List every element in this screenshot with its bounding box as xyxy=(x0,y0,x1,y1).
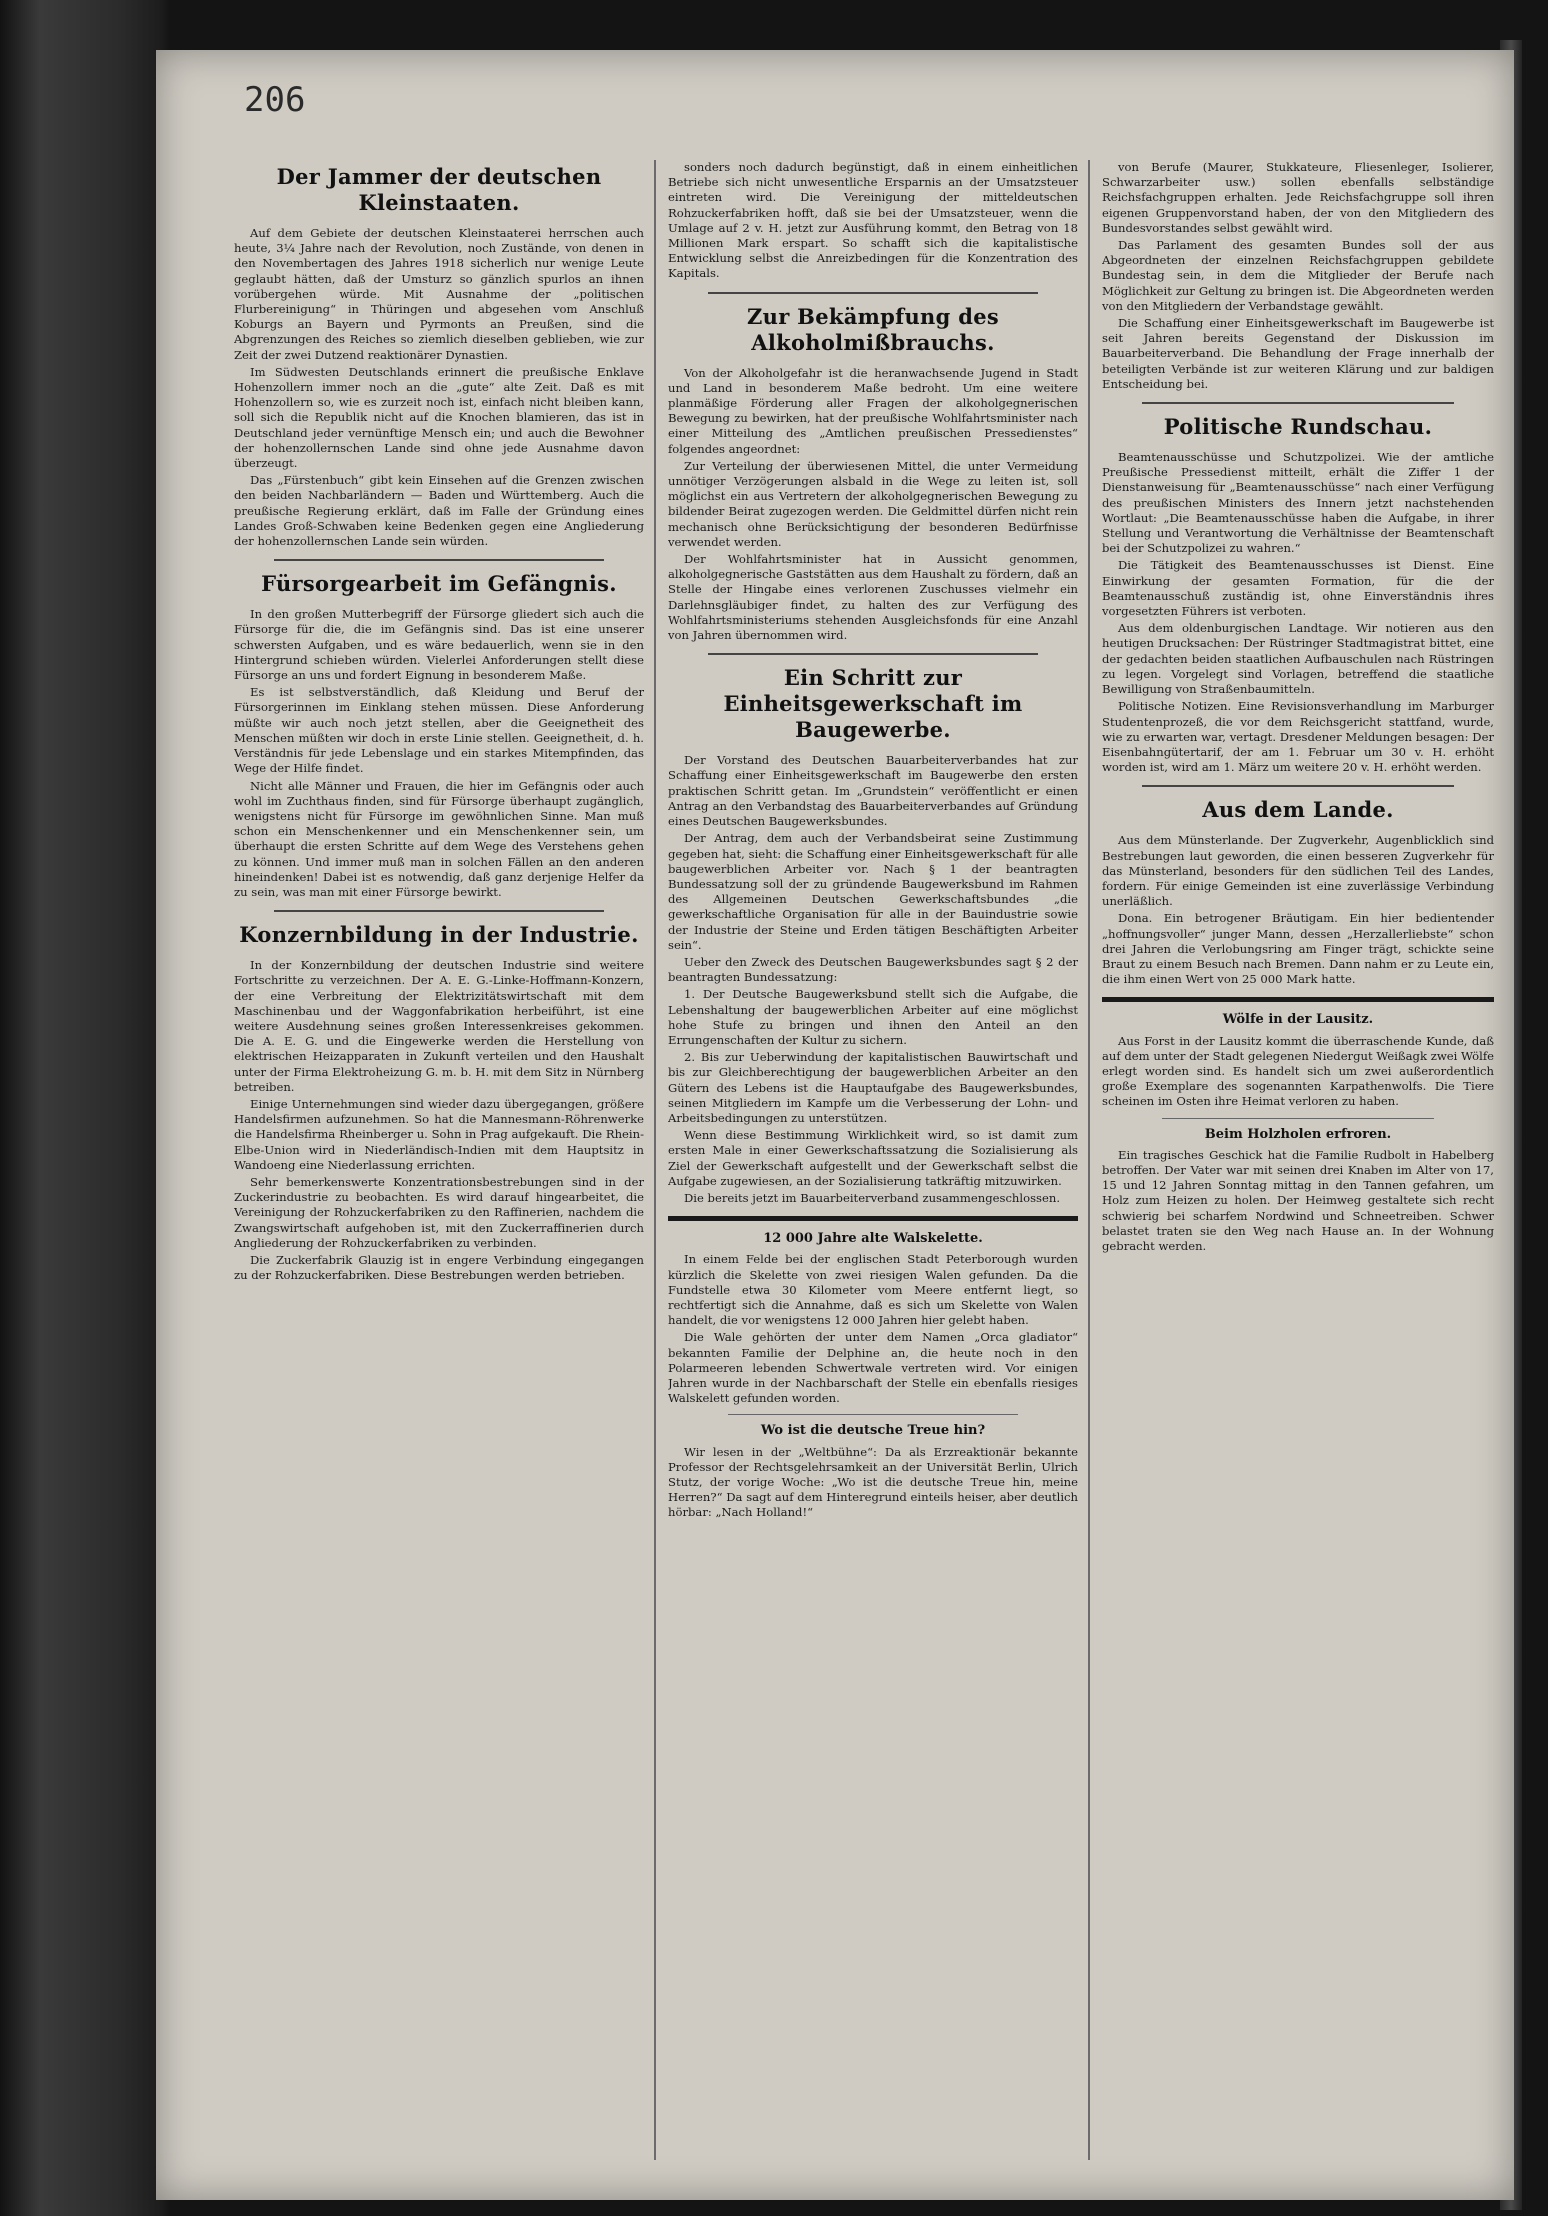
article-title: Fürsorgearbeit im Gefängnis. xyxy=(261,571,617,597)
article-paragraph: Es ist selbstverständlich, daß Kleidung und Beruf der Fürsorgerinnen im Einklang stehen müssen. Diese Anforderung müßte wir auch noch jetzt stellen, aber die Geeignetheit des Menschen müßten wir doch in erste Linie stellen. Geeignetheit, d. h. Verständnis für jede Lebenslage und ein starkes Mitempfinden, das Wege der Hilfe findet. xyxy=(234,685,644,776)
article-paragraph: Sehr bemerkenswerte Konzentrationsbestrebungen sind in der Zuckerindustrie zu beobachten. Es wird darauf hingearbeitet, die Vereinigung der Rohzuckerfabriken zu den Raffinerien, nachdem die Zwangswirtschaft aufgehoben ist, mit den Zuckerraffinerien durch Angliederung der Rohzuckerfabriken zu verbinden. xyxy=(234,1174,644,1250)
article-paragraph: Aus dem Münsterlande. Der Zugverkehr, Augenblicklich sind Bestrebungen laut geworden, die einen besseren Zugverkehr für das Münsterland, besonders für den südlichen Teil des Landes, fordern. Für einige Gemeinden ist eine zuverlässige Verbindung unerläßlich. xyxy=(1102,833,1494,909)
divider xyxy=(274,559,604,561)
column-left xyxy=(234,160,644,2170)
article-paragraph: Die Schaffung einer Einheitsgewerkschaft im Baugewerbe ist seit Jahren bereits Gegenstand der Diskussion im Bauarbeiterverband. Die Behandlung der Frage innerhalb der beteiligten Verbände ist zur weiteren Klärung und zur baldigen Entscheidung bei. xyxy=(1102,316,1494,391)
article-title: Ein Schritt zur Einheitsgewerkschaft im Baugewerbe. xyxy=(723,665,1023,743)
article-paragraph: Auf dem Gebiete der deutschen Kleinstaaterei herrschen auch heute, 3¼ Jahre nach der Revolution, noch Zustände, von denen in den Novembertagen des Jahres 1918 sicherlich nur wenige Leute geglaubt hätten, daß der Umsturz so gänzlich spurlos an ihnen vorübergehen würde. Mit Ausnahme der „politischen Flurbereinigung“ in Thüringen und abgesehen vom Anschluß Koburgs an Bayern und Pyrmonts an Preußen, sind die Abgrenzungen des Reiches so ziemlich dieselben geblieben, wie zur Zeit der zwei Dutzend reaktionärer Dynastien. xyxy=(234,226,644,362)
article-title: Beim Holzholen erfroren. xyxy=(1204,1126,1392,1142)
article-paragraph: 2. Bis zur Ueberwindung der kapitalistischen Bauwirtschaft und bis zur Gleichberechtigung der baugewerblichen Arbeiter an den Gütern des Lebens ist die Hauptaufgabe des Baugewerksbundes, seinen Mitgliedern im Kampfe um die Verbesserung der Lohn- und Arbeitsbedingungen zu unterstützen. xyxy=(668,1050,1078,1125)
article-title: Konzernbildung in der Industrie. xyxy=(239,922,639,948)
article-title: Der Jammer der deutschen Kleinstaaten. xyxy=(276,164,602,215)
newspaper-page xyxy=(156,50,1514,2200)
article-paragraph: Die Wale gehörten der unter dem Namen „Orca gladiator“ bekannten Familie der Delphine an, die heute noch in den Polarmeeren lebenden Schwertwale vertreten wird. Vor einigen Jahren wurde in der Nachbarschaft der Stelle ein ebenfalls riesiges Walskelett gefunden worden. xyxy=(668,1330,1078,1406)
article-title: Zur Bekämpfung des Alkoholmißbrauchs. xyxy=(747,303,999,355)
article-paragraph: Von der Alkoholgefahr ist die heranwachsende Jugend in Stadt und Land in besonderem Maße bedroht. Um eine weitere planmäßige Förderung aller Fragen der alkoholgegnerischen Bewegung zu bewirken, hat der preußische Wohlfahrtsminister nach einer Mitteilung des „Amtlichen preußischen Pressedienstes“ folgendes angeordnet: xyxy=(668,365,1078,456)
article-paragraph: Die Tätigkeit des Beamtenausschusses ist Dienst. Eine Einwirkung der gesamten Formation, für die der Beamtenausschuß zuständig ist, ohne Einverständnis ihres vorgesetzten Führers ist verboten. xyxy=(1102,558,1494,619)
article-paragraph: Die bereits jetzt im Bauarbeiterverband zusammengeschlossen. xyxy=(684,1190,1061,1205)
article-paragraph: Wir lesen in der „Weltbühne“: Da als Erzreaktionär bekannte Professor der Rechtsgelehrsamkeit an der Universität Berlin, Ulrich Stutz, der vorige Woche: „Wo ist die deutsche Treue hin, meine Herren?“ Da sagt auf dem Hinteregrund einteils heiser, aber deutlich hörbar: „Nach Holland!“ xyxy=(668,1444,1078,1520)
article-paragraph: Der Wohlfahrtsminister hat in Aussicht genommen, alkoholgegnerische Gaststätten aus dem Haushalt zu fördern, daß an Stelle der Hingabe eines verlorenen Zuschusses vielmehr ein Darlehnsgläubiger findet, zu halten des zur Verfügung des Wohlfahrtsministeriums stehenden Ausgleichsfonds für eine Anzahl von Jahren übernommen wird. xyxy=(668,552,1078,643)
article-paragraph: Beamtenausschüsse und Schutzpolizei. Wie der amtliche Preußische Pressedienst mitteilt, erhält die Ziffer 1 der Dienstanweisung für „Beamtenausschüsse“ nach einer Verfügung des preußischen Ministers des Innern jetzt nachstehenden Wortlaut: „Die Beamtenausschüsse haben die Aufgabe, in ihrer Stellung und Verantwortung die Verhältnisse der Beamtenschaft bei der Schutzpolizei zu wahren.“ xyxy=(1102,450,1494,556)
article-title: 12 000 Jahre alte Walskelette. xyxy=(763,1231,983,1247)
article-paragraph: Nicht alle Männer und Frauen, die hier im Gefängnis oder auch wohl im Zuchthaus finden, sind für Fürsorge überhaupt zugänglich, wenigstens nicht für Fürsorge im gewöhnlichen Sinne. Man muß schon ein Menschenkenner und ein Menschenkenner sein, um überhaupt die ersten Schritte auf dem Wege des Verstehens gehen zu können. Und immer muß man in solchen Fällen an den anderen hineindenken! Dabei ist es notwendig, daß ganz derjenige Helfer da zu sein, was man mit einer Fürsorge bewirkt. xyxy=(234,778,644,899)
article-paragraph: Dona. Ein betrogener Bräutigam. Ein hier bedientender „hoffnungsvoller“ junger Mann, dessen „Herzallerliebste“ schon drei Jahren die Verlobungsring am Finger trägt, schickte seine Braut zu einem Besuch nach Bremen. Dann nahm er zu Leute ein, die ihm einen Wert von 25 000 Mark hatte. xyxy=(1102,911,1494,987)
article-paragraph: Der Antrag, dem auch der Verbandsbeirat seine Zustimmung gegeben hat, sieht: die Schaffung einer Einheitsgewerkschaft für alle baugewerblichen Arbeiter vor. Nach § 1 der beantragten Bundessatzung soll der zu gründende Baugewerksbund im Rahmen des Allgemeinen Deutschen Gewerkschaftsbundes „die gewerkschaftliche Organisation für alle in der Bauindustrie sowie der Industrie der Steine und Erden tätigen Beschäftigten Arbeiter sein“. xyxy=(668,831,1078,952)
article-paragraph: Aus Forst in der Lausitz kommt die überraschende Kunde, daß auf dem unter der Stadt gelegenen Niedergut Weißagk zwei Wölfe erlegt worden sind. Es handelt sich um zwei außerordentlich große Exemplare des sogenannten Karpathenwolfs. Die Tiere scheinen im Osten ihre Heimat verloren zu haben. xyxy=(1102,1033,1494,1109)
article-title: Wo ist die deutsche Treue hin? xyxy=(760,1423,986,1439)
article-paragraph: Politische Notizen. Eine Revisionsverhandlung im Marburger Studentenprozeß, die vor dem Reichsgericht stattfand, wurde, wie zu erwarten war, vertagt. Dresdener Meldungen besagen: Der Eisenbahngütertarif, der am 1. Februar um 30 v. H. erhöht worden ist, wird am 1. März um weitere 20 v. H. erhöht werden. xyxy=(1102,699,1494,775)
article-paragraph: Ueber den Zweck des Deutschen Baugewerksbundes sagt § 2 der beantragten Bundessatzung: xyxy=(668,954,1078,985)
divider xyxy=(274,910,604,912)
divider xyxy=(708,653,1038,655)
article-paragraph: In einem Felde bei der englischen Stadt Peterborough wurden kürzlich die Skelette von zwei riesigen Walen gefunden. Da die Fundstelle etwa 30 Kilometer vom Meere entfernt liegt, so rechtfertigt sich die Annahme, daß es sich um Skelette von Walen handelt, die vor wenigstens 12 000 Jahren hier gelebt haben. xyxy=(668,1252,1078,1328)
column-middle xyxy=(668,160,1078,2170)
article-paragraph: In den großen Mutterbegriff der Fürsorge gliedert sich auch die Fürsorge für die, die im Gefängnis sind. Das ist eine unserer schwersten Aufgaben, und es wäre bedauerlich, wenn sie in den Hintergrund schieben würden. Vielerlei Anforderungen stellt diese Fürsorge an uns und fordert Eignung in besonderem Maße. xyxy=(234,607,644,683)
article-title: Wölfe in der Lausitz. xyxy=(1222,1012,1374,1028)
article-paragraph: Der Vorstand des Deutschen Bauarbeiterverbandes hat zur Schaffung einer Einheitsgewerkschaft im Baugewerbe den ersten praktischen Schritt getan. Im „Grundstein“ veröffentlicht er einen Antrag an den Verbandstag des Bauarbeiterverbandes auf Gründung eines Deutschen Baugewerksbundes. xyxy=(668,753,1078,829)
article-paragraph: Wenn diese Bestimmung Wirklichkeit wird, so ist damit zum ersten Male in einer Gewerkschaftssatzung die Sozialisierung als Ziel der Gewerkschaft aufgestellt und der Gewerkschaft selbst die Aufgabe zugewiesen, an der Sozialisierung tatkräftig mitzuwirken. xyxy=(668,1128,1078,1188)
column-rule xyxy=(654,160,656,2160)
divider xyxy=(1142,785,1454,787)
section-rule xyxy=(668,1216,1078,1221)
article-paragraph: Ein tragisches Geschick hat die Familie Rudbolt in Habelberg betroffen. Der Vater war mit seinen drei Knaben im Alter von 17, 15 und 12 Jahren Sonntag mittag in den Tannen gefahren, um Holz zum Heizen zu holen. Der Heimweg gestaltete sich recht schwierig bei scharfem Nordwind und Schneetreiben. Schwer belastet traten sie den Weg nach Hause an. In der Wohnung gebracht werden. xyxy=(1102,1147,1494,1253)
article-paragraph: Die Zuckerfabrik Glauzig ist in engere Verbindung eingegangen zu der Rohzuckerfabriken. Diese Bestrebungen werden betrieben. xyxy=(234,1252,644,1283)
column-right xyxy=(1102,160,1494,2170)
page-number: 206 xyxy=(244,80,306,120)
article-paragraph: 1. Der Deutsche Baugewerksbund stellt sich die Aufgabe, die Lebenshaltung der baugewerblichen Arbeiter auf eine möglichst hohe Stufe zu bringen und ihnen den Anteil an den Errungenschaften der Kultur zu sichern. xyxy=(668,987,1078,1047)
article-title: Aus dem Lande. xyxy=(1202,797,1394,823)
article-paragraph: sonders noch dadurch begünstigt, daß in einem einheitlichen Betriebe sich nicht unwesentliche Ersparnis an der Umsatzsteuer eintreten wird. Die Vereinigung der mitteldeutschen Rohzuckerfabriken hofft, daß sie bei der Umsatzsteuer, wenn die Umlage auf 2 v. H. jetzt zur Ausführung kommt, den Betrag von 18 Millionen Mark erspart. So schafft sich die kapitalistische Entwicklung selbst die Anreizbedingen für die Konzentration des Kapitals. xyxy=(668,160,1078,281)
section-rule xyxy=(1102,997,1494,1002)
divider xyxy=(1142,402,1454,404)
article-paragraph: von Berufe (Maurer, Stukkateure, Fliesenleger, Isolierer, Schwarzarbeiter usw.) sollen ebenfalls selbständige Reichsfachgruppen erhalten. Jede Reichsfachgruppe soll ihren eigenen Gruppenvorstand haben, der von den Mitgliedern des Bundesvorstandes selbst gewählt wird. xyxy=(1102,160,1494,235)
article-paragraph: In der Konzernbildung der deutschen Industrie sind weitere Fortschritte zu verzeichnen. Der A. E. G.-Linke-Hoffmann-Konzern, der eine Verbreitung der Elektrizitätswirtschaft mit dem Maschinenbau und der Waggonfabrikation herbeiführt, ist eine weitere Ausdehnung seines großen Interessenkreises gekommen. Die A. E. G. und die Eingewerke werden die Herstellung von elektrischen Heizapparaten in Zukunft verteilen und den Haushalt unter der Firma Elektroheizung G. m. b. H. mit dem Sitz in Nürnberg betreiben. xyxy=(234,958,644,1094)
article-paragraph: Einige Unternehmungen sind wieder dazu übergegangen, größere Handelsfirmen aufzunehmen. So hat die Mannesmann-Röhrenwerke die Handelsfirma Rheinberger u. Sohn in Prag aufgekauft. Die Rhein-Elbe-Union wird in Niederländisch-Indien mit dem Hauptsitz in Wandoeng eine Niederlassung errichten. xyxy=(234,1096,644,1172)
article-paragraph: Zur Verteilung der überwiesenen Mittel, die unter Vermeidung unnötiger Verzögerungen alsbald in die Wege zu leiten ist, soll möglichst ein aus Vertretern der alkoholgegnerischen Bewegung zu bildender Beirat zugezogen werden. Die Geldmittel dürfen nicht rein mechanisch ohne Berücksichtigung der besonderen Bedürfnisse verwendet werden. xyxy=(668,458,1078,549)
article-paragraph: Das „Fürstenbuch“ gibt kein Einsehen auf die Grenzen zwischen den beiden Nachbarländern — Baden und Württemberg. Auch die preußische Regierung erklärt, daß im Falle der Gründung eines Landes Groß-Schwaben keine Bedenken gegen eine Angliederung der hohenzollernschen Lande sein würden. xyxy=(234,473,644,549)
article-paragraph: Das Parlament des gesamten Bundes soll der aus Abgeordneten der einzelnen Reichsfachgruppen gebildete Bundestag sein, in dem die Mitglieder der Berufe nach Möglichkeit zur Geltung zu bringen ist. Die Abgeordneten werden von den Mitgliedern der Verbandstage gewählt. xyxy=(1102,238,1494,313)
divider xyxy=(708,292,1038,294)
divider xyxy=(728,1414,1018,1415)
article-paragraph: Aus dem oldenburgischen Landtage. Wir notieren aus den heutigen Drucksachen: Der Rüstringer Stadtmagistrat bittet, eine der gedachten beiden staatlichen Aufbauschulen nach Rüstringen zu legen. Vorgelegt sind Vorlagen, betreffend die staatliche Bewilligung von Straßenbaumitteln. xyxy=(1102,621,1494,697)
divider xyxy=(1162,1118,1434,1119)
column-rule xyxy=(1088,160,1090,2160)
article-paragraph: Im Südwesten Deutschlands erinnert die preußische Enklave Hohenzollern immer noch an die „gute“ alte Zeit. Daß es mit Hohenzollern so, wie es zurzeit noch ist, einfach nicht bleiben kann, soll sich die Republik nicht auf die Knochen blamieren, das ist in Deutschland jeder vernünftige Mensch ein; und auch die Bewohner der hohenzollernschen Lande sind ohne jede Ausnahme davon überzeugt. xyxy=(234,364,644,471)
article-title: Politische Rundschau. xyxy=(1163,414,1433,440)
